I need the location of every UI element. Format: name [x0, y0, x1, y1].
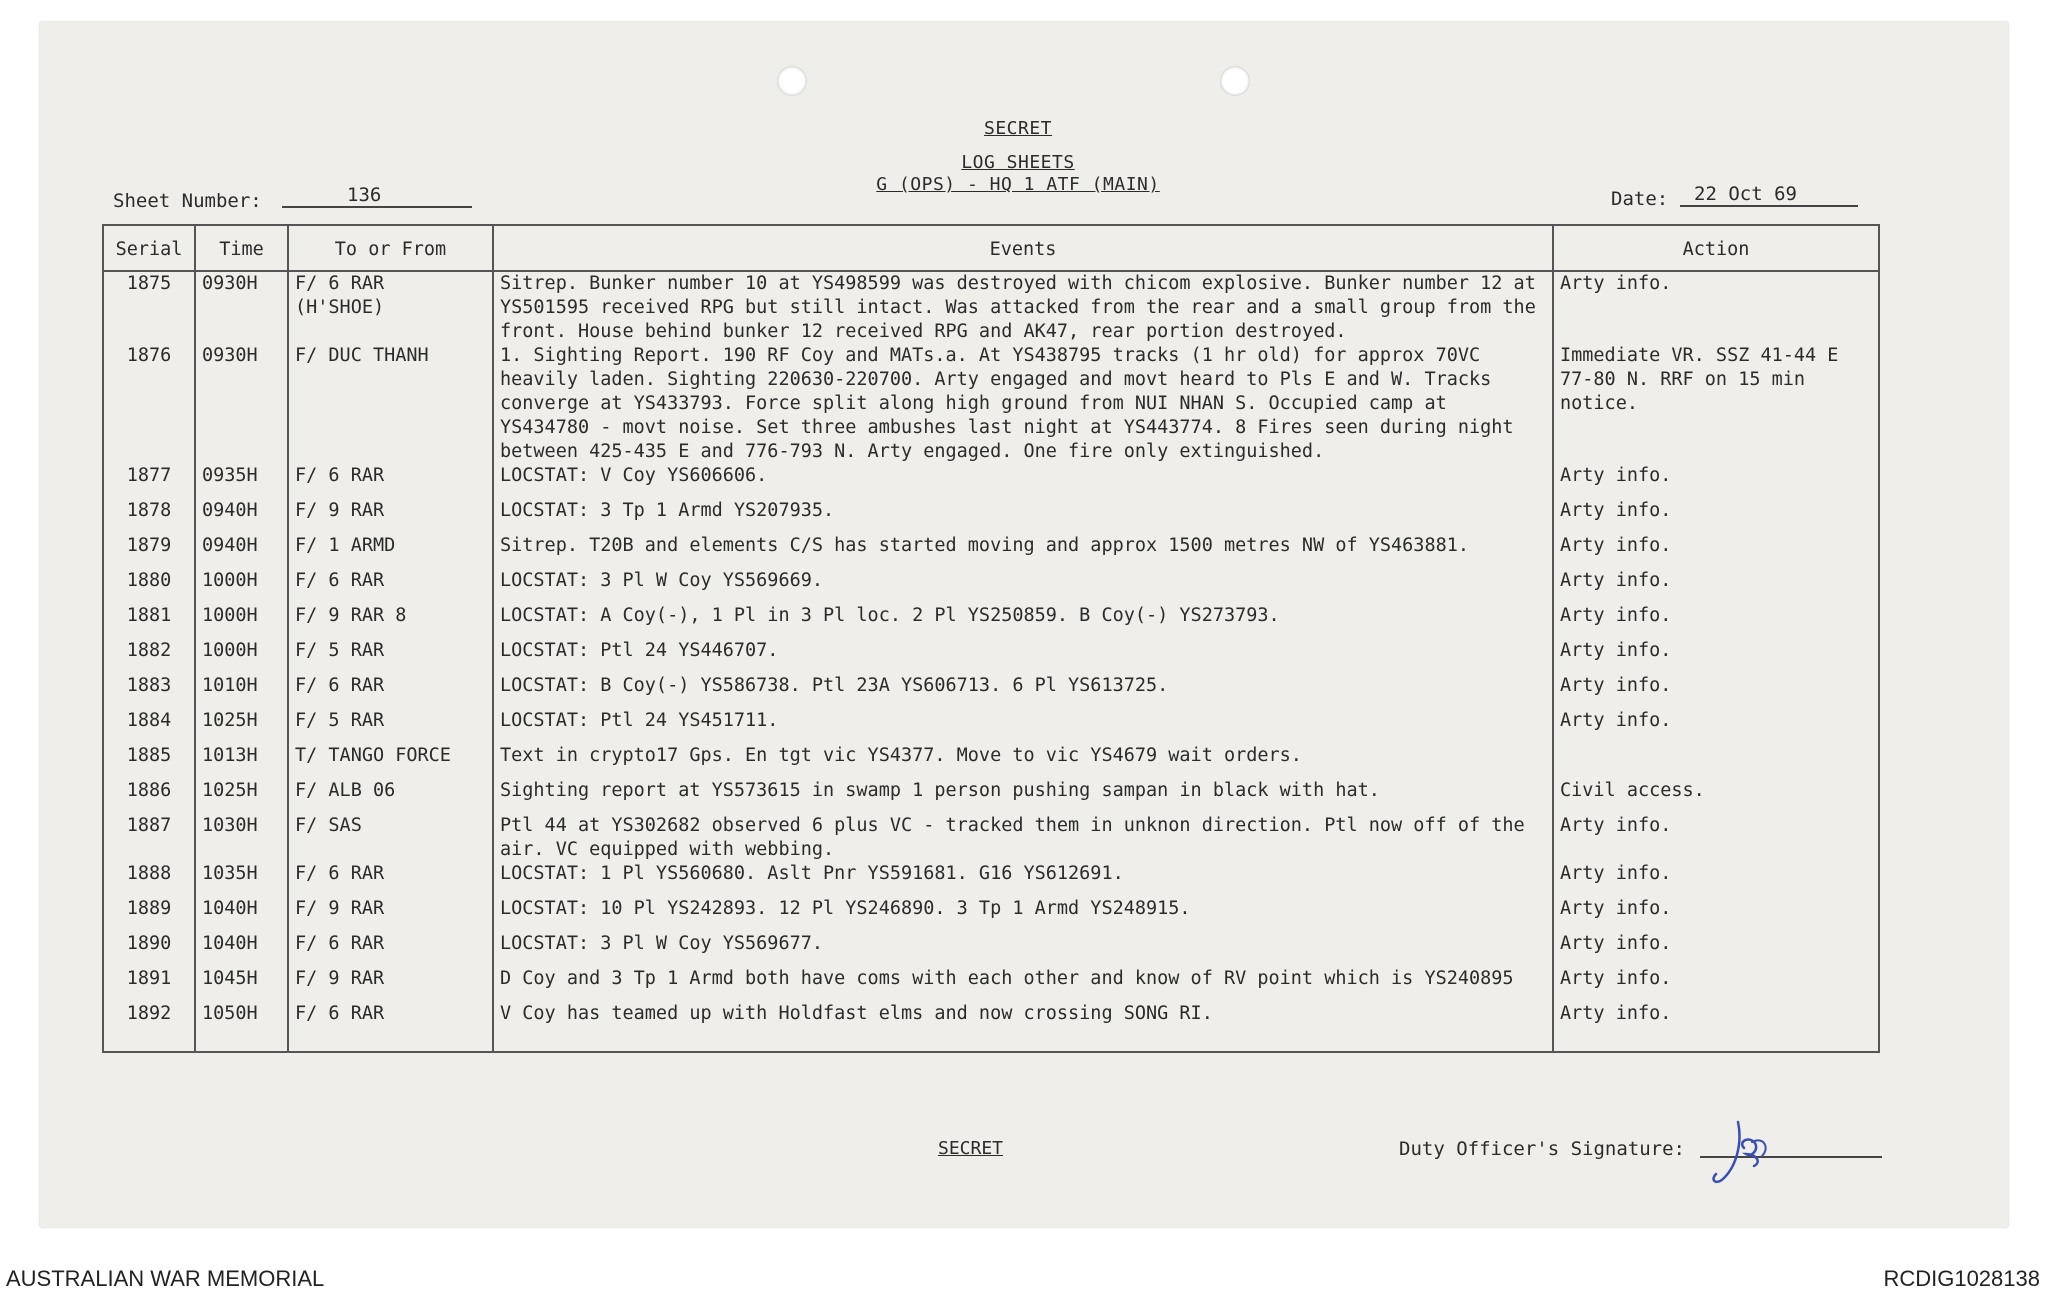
table-row [103, 709, 1879, 744]
serial-cell: 1878 [103, 499, 195, 534]
date-label: Date: [1611, 188, 1669, 210]
event-cell: Sitrep. T20B and elements C/S has started moving and approx 1500 metres NW of YS463881. [493, 534, 1553, 569]
sheet-number-value: 136 [282, 184, 472, 208]
header-title: LOG SHEETS [961, 152, 1075, 173]
table-row [103, 814, 1879, 862]
serial-cell: 1882 [103, 639, 195, 674]
column-header-action: Action [1553, 225, 1879, 271]
table-row [103, 639, 1879, 674]
time-cell: 0930H [195, 344, 288, 464]
time-cell: 1050H [195, 1002, 288, 1052]
time-cell: 1035H [195, 862, 288, 897]
to-from-cell: T/ TANGO FORCE [288, 744, 493, 779]
event-cell: LOCSTAT: Ptl 24 YS446707. [493, 639, 1553, 674]
serial-cell: 1885 [103, 744, 195, 779]
serial-cell: 1884 [103, 709, 195, 744]
action-cell: Arty info. [1553, 271, 1879, 344]
punch-hole-left [777, 66, 807, 96]
log-table-body [103, 271, 1879, 1052]
serial-cell: 1889 [103, 897, 195, 932]
to-from-cell: F/ DUC THANH [288, 344, 493, 464]
time-cell: 1000H [195, 569, 288, 604]
action-cell: Arty info. [1553, 814, 1879, 862]
action-cell: Arty info. [1553, 1002, 1879, 1052]
action-cell: Arty info. [1553, 604, 1879, 639]
serial-cell: 1881 [103, 604, 195, 639]
to-from-cell: F/ 5 RAR [288, 639, 493, 674]
table-row [103, 499, 1879, 534]
sheet-number-label: Sheet Number: [113, 190, 262, 212]
event-cell: LOCSTAT: Ptl 24 YS451711. [493, 709, 1553, 744]
serial-cell: 1883 [103, 674, 195, 709]
to-from-cell: F/ 9 RAR [288, 967, 493, 1002]
to-from-cell: F/ 6 RAR [288, 932, 493, 967]
to-from-cell: F/ 9 RAR 8 [288, 604, 493, 639]
table-row [103, 271, 1879, 344]
table-row [103, 967, 1879, 1002]
action-cell: Arty info. [1553, 709, 1879, 744]
serial-cell: 1892 [103, 1002, 195, 1052]
time-cell: 1040H [195, 897, 288, 932]
table-row [103, 534, 1879, 569]
serial-cell: 1879 [103, 534, 195, 569]
to-from-cell: F/ 6 RAR [288, 569, 493, 604]
action-cell: Arty info. [1553, 534, 1879, 569]
table-row [103, 604, 1879, 639]
serial-cell: 1877 [103, 464, 195, 499]
to-from-cell: F/ 6 RAR [288, 862, 493, 897]
action-cell: Arty info. [1553, 464, 1879, 499]
table-row [103, 862, 1879, 897]
table-row [103, 779, 1879, 814]
time-cell: 0940H [195, 534, 288, 569]
date-value: 22 Oct 69 [1680, 183, 1858, 207]
event-cell: Sighting report at YS573615 in swamp 1 person pushing sampan in black with hat. [493, 779, 1553, 814]
serial-cell: 1876 [103, 344, 195, 464]
serial-cell: 1880 [103, 569, 195, 604]
event-cell: Sitrep. Bunker number 10 at YS498599 was destroyed with chicom explosive. Bunker number 12 at YS501595 received RPG but still intact. Was attacked from the rear and a small group from the front. House behind bunker 12 received RPG and AK47, rear portion destroyed. [493, 271, 1553, 344]
action-cell: Arty info. [1553, 499, 1879, 534]
header-classification: SECRET [983, 118, 1053, 139]
log-table [102, 224, 1880, 1053]
time-cell: 1000H [195, 604, 288, 639]
event-cell: Text in crypto17 Gps. En tgt vic YS4377. Move to vic YS4679 wait orders. [493, 744, 1553, 779]
time-cell: 1025H [195, 709, 288, 744]
column-header-events: Events [493, 225, 1553, 271]
event-cell: 1. Sighting Report. 190 RF Coy and MATs.a. At YS438795 tracks (1 hr old) for approx 70VC heavily laden. Sighting 220630-220700. Arty engaged and movt heard to Pls E and W. Tracks converge at YS433793. Force split along high ground from NUI NHAN S. Occupied camp at YS434780 - movt noise. Set three ambushes last night at YS443774. 8 Fires seen during night between 425-435 E and 776-793 N. Arty engaged. One fire only extinguished. [493, 344, 1553, 464]
column-header-to-from: To or From [288, 225, 493, 271]
time-cell: 1013H [195, 744, 288, 779]
footer-classification: SECRET [938, 1138, 1004, 1159]
signature-label: Duty Officer's Signature: [1399, 1138, 1685, 1160]
to-from-cell: F/ SAS [288, 814, 493, 862]
handwritten-signature [1708, 1118, 1778, 1190]
table-row [103, 897, 1879, 932]
action-cell: Civil access. [1553, 779, 1879, 814]
time-cell: 0930H [195, 271, 288, 344]
table-row [103, 674, 1879, 709]
time-cell: 1040H [195, 932, 288, 967]
time-cell: 1010H [195, 674, 288, 709]
time-cell: 1030H [195, 814, 288, 862]
action-cell: Arty info. [1553, 674, 1879, 709]
time-cell: 0940H [195, 499, 288, 534]
punch-hole-right [1220, 66, 1250, 96]
table-row [103, 344, 1879, 464]
action-cell: Arty info. [1553, 569, 1879, 604]
serial-cell: 1887 [103, 814, 195, 862]
event-cell: LOCSTAT: B Coy(-) YS586738. Ptl 23A YS606713. 6 Pl YS613725. [493, 674, 1553, 709]
to-from-cell: F/ 6 RAR [288, 674, 493, 709]
serial-cell: 1891 [103, 967, 195, 1002]
caption-archive-name: AUSTRALIAN WAR MEMORIAL [6, 1266, 325, 1291]
time-cell: 0935H [195, 464, 288, 499]
to-from-cell: F/ 9 RAR [288, 897, 493, 932]
table-row [103, 464, 1879, 499]
serial-cell: 1890 [103, 932, 195, 967]
table-row [103, 569, 1879, 604]
time-cell: 1000H [195, 639, 288, 674]
action-cell: Arty info. [1553, 897, 1879, 932]
serial-cell: 1875 [103, 271, 195, 344]
event-cell: LOCSTAT: 3 Pl W Coy YS569677. [493, 932, 1553, 967]
time-cell: 1025H [195, 779, 288, 814]
event-cell: LOCSTAT: 3 Tp 1 Armd YS207935. [493, 499, 1553, 534]
event-cell: V Coy has teamed up with Holdfast elms and now crossing SONG RI. [493, 1002, 1553, 1052]
event-cell: D Coy and 3 Tp 1 Armd both have coms with each other and know of RV point which is YS240895 [493, 967, 1553, 1002]
to-from-cell: F/ 1 ARMD [288, 534, 493, 569]
action-cell: Arty info. [1553, 932, 1879, 967]
to-from-cell: F/ 5 RAR [288, 709, 493, 744]
action-cell: Arty info. [1553, 862, 1879, 897]
to-from-cell: F/ 6 RAR [288, 1002, 493, 1052]
event-cell: LOCSTAT: 3 Pl W Coy YS569669. [493, 569, 1553, 604]
action-cell: Immediate VR. SSZ 41-44 E 77-80 N. RRF on 15 min notice. [1553, 344, 1879, 464]
serial-cell: 1886 [103, 779, 195, 814]
table-row [103, 1002, 1879, 1052]
event-cell: LOCSTAT: A Coy(-), 1 Pl in 3 Pl loc. 2 Pl YS250859. B Coy(-) YS273793. [493, 604, 1553, 639]
header-unit: G (OPS) - HQ 1 ATF (MAIN) [876, 174, 1160, 195]
action-cell: Arty info. [1553, 639, 1879, 674]
to-from-cell: F/ 6 RAR (H'SHOE) [288, 271, 493, 344]
event-cell: LOCSTAT: 10 Pl YS242893. 12 Pl YS246890. 3 Tp 1 Armd YS248915. [493, 897, 1553, 932]
serial-cell: 1888 [103, 862, 195, 897]
action-cell [1553, 744, 1879, 779]
table-header-row [103, 225, 1879, 271]
to-from-cell: F/ 9 RAR [288, 499, 493, 534]
event-cell: LOCSTAT: 1 Pl YS560680. Aslt Pnr YS591681. G16 YS612691. [493, 862, 1553, 897]
to-from-cell: F/ 6 RAR [288, 464, 493, 499]
event-cell: LOCSTAT: V Coy YS606606. [493, 464, 1553, 499]
to-from-cell: F/ ALB 06 [288, 779, 493, 814]
column-header-time: Time [195, 225, 288, 271]
column-header-serial: Serial [103, 225, 195, 271]
caption-archive-id: RCDIG1028138 [1883, 1266, 2040, 1291]
time-cell: 1045H [195, 967, 288, 1002]
action-cell: Arty info. [1553, 967, 1879, 1002]
event-cell: Ptl 44 at YS302682 observed 6 plus VC - tracked them in unknon direction. Ptl now off of the air. VC equipped with webbing. [493, 814, 1553, 862]
table-row [103, 932, 1879, 967]
table-row [103, 744, 1879, 779]
